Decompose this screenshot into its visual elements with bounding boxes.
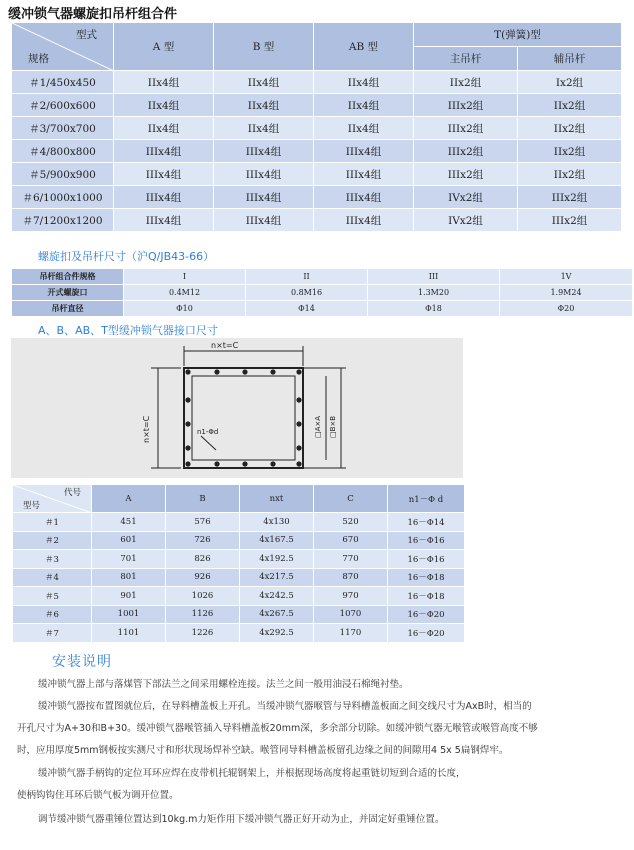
interface-row-label: ＃3 [13, 550, 92, 569]
table-row-cell: IIx2组 [518, 163, 622, 186]
t3-header-n1d: n1－Φ d [388, 485, 465, 513]
interface-size-table [12, 484, 465, 643]
interface-row-cell: 520 [314, 513, 388, 532]
table-row-cell: IIIx2组 [414, 163, 518, 186]
interface-row [13, 513, 465, 532]
interface-row [13, 531, 465, 550]
interface-row [13, 550, 465, 569]
paragraph-line-4: 时，应用厚度5mm钢板按实测尺寸和形状现场焊补空缺。喉管同导料槽盖板留孔边缘之间的间隙用4 5x 5扁钢焊牢。 [17, 745, 509, 756]
turnbuckle-row-cell: III [368, 269, 500, 285]
turnbuckle-row-cell: Φ10 [124, 301, 246, 317]
bolt-hole [185, 445, 190, 450]
interface-row-cell: 901 [92, 587, 166, 606]
table-row-cell: IIIx2组 [414, 140, 518, 163]
table-row-cell: IIx4组 [314, 117, 414, 140]
turnbuckle-row-cell: II [246, 269, 368, 285]
col-b-header: B 型 [214, 23, 314, 71]
turnbuckle-row [12, 285, 633, 301]
table-row-cell: Ix2组 [518, 71, 622, 94]
table-row-cell: IIIx2组 [518, 209, 622, 232]
flange-diagram [11, 338, 463, 478]
left-dim-label: n×t=C [142, 415, 151, 443]
table-row-cell: IIIx2组 [414, 94, 518, 117]
interface-row-cell: 601 [92, 531, 166, 550]
table-row [12, 117, 622, 140]
turnbuckle-row-cell: Φ14 [246, 301, 368, 317]
turnbuckle-row-label: 吊杆组合件规格 [12, 269, 124, 285]
corner-header [12, 23, 114, 71]
turnbuckle-row-cell: I [124, 269, 246, 285]
turnbuckle-row [12, 301, 633, 317]
table-row-cell: IIx4组 [114, 71, 214, 94]
interface-row-cell: 1126 [166, 605, 240, 624]
table-row-label: ＃6/1000x1000 [12, 186, 114, 209]
paragraph-line-1: 缓冲锁气器上部与落煤管下部法兰之间采用螺栓连接。法兰之间一般用油浸石棉绳衬垫。 [38, 679, 409, 690]
dim-a-label: □A×A [314, 415, 322, 438]
interface-row-cell: 16－Φ16 [388, 550, 465, 569]
interface-row-cell: 1026 [166, 587, 240, 606]
table-row-cell: IIIx4组 [214, 186, 314, 209]
interface-row-cell: 4x192.5 [240, 550, 314, 569]
interface-row-cell: 16－Φ18 [388, 568, 465, 587]
section-title-installation: 安装说明 [52, 654, 112, 670]
table-row-cell: IIIx2组 [414, 117, 518, 140]
table-row-cell: IIx4组 [314, 71, 414, 94]
bolt-hole [185, 421, 190, 426]
table-row-cell: IIx4组 [314, 94, 414, 117]
col-ab-header: AB 型 [314, 23, 414, 71]
interface-row-cell: 1001 [92, 605, 166, 624]
interface-row-cell: 16－Φ18 [388, 587, 465, 606]
interface-row-cell: 1226 [166, 624, 240, 643]
table-row [12, 94, 622, 117]
table-row-cell: IIx4组 [114, 94, 214, 117]
interface-row [13, 568, 465, 587]
table-row-cell: IIx4组 [114, 117, 214, 140]
t3-corner-top-label: 代号 [63, 488, 81, 498]
interface-row [13, 605, 465, 624]
table-row-cell: IVx2组 [414, 209, 518, 232]
bolt-hole [296, 397, 301, 402]
bolt-hole [185, 397, 190, 402]
interface-row-cell: 1070 [314, 605, 388, 624]
hanger-assembly-table [11, 22, 622, 232]
interface-row-cell: 1170 [314, 624, 388, 643]
table-row-cell: IIx2组 [414, 71, 518, 94]
interface-row-cell: 670 [314, 531, 388, 550]
interface-row-cell: 16－Φ20 [388, 624, 465, 643]
t3-corner-bottom-label: 型号 [23, 501, 41, 511]
interface-row-cell: 801 [92, 568, 166, 587]
bolt-hole [214, 369, 219, 374]
top-dim-label: n×t=C [211, 341, 239, 350]
interface-row [13, 587, 465, 606]
table-row-cell: IIx2组 [518, 94, 622, 117]
table-row-cell: IIIx4组 [314, 140, 414, 163]
turnbuckle-row-cell: 1.3M20 [368, 285, 500, 301]
interface-row-label: ＃2 [13, 531, 92, 550]
turnbuckle-row [12, 269, 633, 285]
table-row [12, 186, 622, 209]
table-row-label: ＃2/600x600 [12, 94, 114, 117]
table-row-cell: IIIx4组 [314, 163, 414, 186]
col-a-header: A 型 [114, 23, 214, 71]
interface-row-cell: 4x292.5 [240, 624, 314, 643]
col-t-header: T(弹簧)型 [414, 23, 622, 47]
interface-row-label: ＃7 [13, 624, 92, 643]
interface-row-cell: 451 [92, 513, 166, 532]
interface-row-cell: 826 [166, 550, 240, 569]
table-row-cell: IIIx2组 [518, 186, 622, 209]
bolt-hole [296, 421, 301, 426]
table-row-label: ＃7/1200x1200 [12, 209, 114, 232]
page-title: 缓冲锁气器螺旋扣吊杆组合件 [8, 7, 178, 22]
interface-row-cell: 4x242.5 [240, 587, 314, 606]
table-row-label: ＃1/450x450 [12, 71, 114, 94]
table-row-cell: IIIx4组 [114, 140, 214, 163]
table-row [12, 209, 622, 232]
bolt-hole [185, 369, 190, 374]
bolt-hole [296, 461, 301, 466]
corner-bottom-label: 规格 [28, 53, 49, 65]
interface-row-cell: 701 [92, 550, 166, 569]
interface-row-cell: 4x130 [240, 513, 314, 532]
interface-row [13, 624, 465, 643]
interface-row-label: ＃5 [13, 587, 92, 606]
interface-row-cell: 16－Φ20 [388, 605, 465, 624]
turnbuckle-row-cell: 1.9M24 [500, 285, 633, 301]
table-row-cell: IIx4组 [214, 94, 314, 117]
bolt-hole [214, 461, 219, 466]
hole-label: n1-Φd [197, 428, 219, 436]
interface-row-cell: 4x267.5 [240, 605, 314, 624]
interface-row-cell: 576 [166, 513, 240, 532]
section-title-interface: A、B、AB、T型缓冲锁气器接口尺寸 [38, 324, 218, 337]
paragraph-line-7: 调节缓冲锁气器重锤位置达到10kg.m力矩作用下缓冲锁气器正好开动为止，并固定好重锤位置。 [38, 814, 445, 825]
corner-top-label: 型式 [76, 29, 97, 41]
table-row-label: ＃3/700x700 [12, 117, 114, 140]
col-t-aux-header: 辅吊杆 [518, 47, 622, 71]
turnbuckle-row-cell: 0.4M12 [124, 285, 246, 301]
bolt-hole [296, 369, 301, 374]
t3-header-nxt: nxt [240, 485, 314, 513]
interface-row-label: ＃6 [13, 605, 92, 624]
table-row-label: ＃5/900x900 [12, 163, 114, 186]
bolt-hole [296, 445, 301, 450]
bolt-hole [242, 461, 247, 466]
section-title-turnbuckle: 螺旋扣及吊杆尺寸（沪Q/JB43-66） [38, 250, 215, 263]
turnbuckle-row-label: 开式螺旋口 [12, 285, 124, 301]
interface-row-cell: 1101 [92, 624, 166, 643]
table-row-cell: IIIx4组 [214, 209, 314, 232]
table-row-cell: IIx2组 [518, 117, 622, 140]
interface-row-cell: 970 [314, 587, 388, 606]
table-row [12, 163, 622, 186]
table-row-cell: IIIx4组 [114, 163, 214, 186]
turnbuckle-table [11, 268, 633, 317]
bolt-hole [270, 369, 275, 374]
col-t-main-header: 主吊杆 [414, 47, 518, 71]
turnbuckle-row-cell: 0.8M16 [246, 285, 368, 301]
interface-row-label: ＃1 [13, 513, 92, 532]
t3-header-a: A [92, 485, 166, 513]
table-row-cell: IIIx4组 [114, 209, 214, 232]
table-row [12, 140, 622, 163]
interface-row-cell: 770 [314, 550, 388, 569]
table-row-cell: IIx2组 [518, 140, 622, 163]
table-row-cell: IIx4组 [214, 117, 314, 140]
interface-row-cell: 16－Φ14 [388, 513, 465, 532]
interface-row-cell: 4x167.5 [240, 531, 314, 550]
table-row-cell: IIIx4组 [214, 140, 314, 163]
paragraph-line-5: 缓冲锁气器手柄钩的定位耳环应焊在皮带机托辊钢架上，并根据现场高度将起重链切短到合适的长度， [38, 768, 466, 779]
interface-row-cell: 4x217.5 [240, 568, 314, 587]
table-row-cell: IIIx4组 [114, 186, 214, 209]
turnbuckle-row-label: 吊杆直径 [12, 301, 124, 317]
turnbuckle-row-cell: Φ18 [368, 301, 500, 317]
table-row-cell: IIIx4组 [214, 163, 314, 186]
table-row-cell: IVx2组 [414, 186, 518, 209]
interface-row-label: ＃4 [13, 568, 92, 587]
interface-row-cell: 16－Φ16 [388, 531, 465, 550]
bolt-hole [270, 461, 275, 466]
paragraph-line-2: 缓冲锁气器按布置图就位后，在导料槽盖板上开孔。当缓冲锁气器喉管与导料槽盖板面之间交线尺寸为AxB时，相当的 [38, 701, 532, 712]
paragraph-line-6: 使柄钩钩住耳环后锁气板为调开位置。 [17, 790, 179, 801]
bolt-hole [242, 369, 247, 374]
turnbuckle-row-cell: 1V [500, 269, 633, 285]
paragraph-line-3: 开孔尺寸为A+30和B+30。缓冲锁气器喉管插入导料槽盖板20mm深，多余部分切除。如缓冲锁气器无喉管或喉管高度不够 [17, 723, 538, 734]
table-row-cell: IIIx4组 [314, 209, 414, 232]
table-row-label: ＃4/800x800 [12, 140, 114, 163]
table-row [12, 71, 622, 94]
table-row-cell: IIx4组 [214, 71, 314, 94]
interface-row-cell: 726 [166, 531, 240, 550]
turnbuckle-row-cell: Φ20 [500, 301, 633, 317]
flange-drawing [11, 338, 463, 478]
t3-header-c: C [314, 485, 388, 513]
interface-row-cell: 926 [166, 568, 240, 587]
t3-header-b: B [166, 485, 240, 513]
bolt-hole [185, 461, 190, 466]
interface-row-cell: 870 [314, 568, 388, 587]
table-row-cell: IIIx4组 [314, 186, 414, 209]
dim-b-label: □B×B [329, 415, 337, 438]
t3-corner-header [13, 485, 92, 513]
